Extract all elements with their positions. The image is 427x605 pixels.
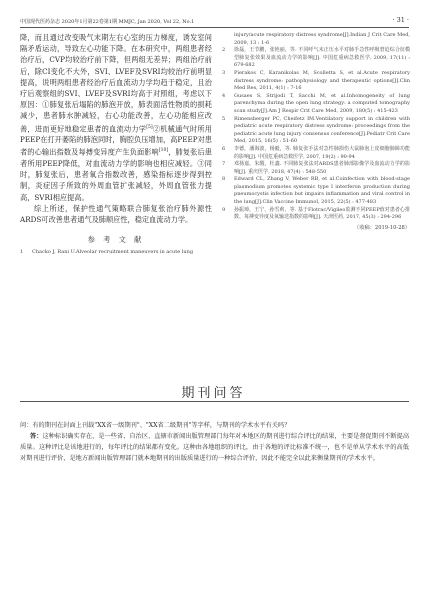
reference-item bbox=[222, 146, 410, 161]
citation-mark: [10] bbox=[158, 148, 169, 154]
page-number: · 31 · bbox=[392, 16, 409, 24]
paragraph-text: ②机械通气时所用PEEP在打开萎陷的肺泡同时，胸腔负压增加，高PEEP对患者的心输出指数及每搏变异度产生负面影响 bbox=[20, 124, 212, 157]
left-column bbox=[20, 32, 212, 257]
reference-item bbox=[222, 161, 410, 176]
reference-number: 3 bbox=[222, 69, 226, 76]
reference-number: 5 bbox=[222, 115, 226, 122]
received-date: （收稿：2019-10-28） bbox=[354, 224, 410, 231]
reference-item bbox=[20, 249, 212, 257]
right-column bbox=[222, 32, 410, 231]
reference-text: Pierakos C, Karanikolas M, Scolletta S, et al.Acute respiratory distress syndrome: pathophysiology and therapeutic options[J].Clin Med Res, 2011, 4(1) : 7-16 bbox=[234, 69, 410, 92]
reference-number: 9 bbox=[222, 206, 226, 213]
journal-header: 中国现代医药杂志 2020年1月第22卷第1期 MMJC, Jan 2020, Vol 22, No.1 bbox=[20, 19, 195, 25]
qa-section-title: 期刊问答 bbox=[181, 386, 246, 401]
reference-item bbox=[222, 32, 410, 47]
reference-number bbox=[222, 32, 234, 47]
citation-mark: [5] bbox=[146, 124, 153, 130]
reference-text: Gusaes S, Strijodi T, Sacchi M, et al.Inhomogeneity of lung parenchyma during the open lung strategy: a computed tomography scan study[J].Am J Respir Crit Care Med, 2009, 180(5) : 415-423 bbox=[234, 92, 410, 114]
reference-item bbox=[222, 207, 410, 222]
reference-list-left bbox=[20, 249, 212, 257]
conclusion-paragraph: 综上所述，保护性通气策略联合肺复张治疗肺外源性ARDS可改善患者通气及肺顺应性，稳定血流动力学。 bbox=[20, 203, 212, 225]
reference-number: 8 bbox=[222, 176, 226, 183]
reference-item bbox=[222, 47, 410, 70]
reference-number: 4 bbox=[222, 92, 226, 99]
discussion-paragraph bbox=[20, 32, 212, 203]
paragraph-text: ，肺复张后患者所用PEEP降低，对血流动力学的影响也相应减轻。③同时，肺复张后，患者氧合指数改善，感染指标逐步得到控制，炎症因子所致的外周血管扩张减轻，外周血管张力提高，SVRI相应提高。 bbox=[20, 147, 212, 202]
qa-answer bbox=[20, 431, 409, 464]
qa-block bbox=[20, 420, 409, 464]
reference-text: 李德，潘海波，杨毅，等. 肺复张手法对急性肺损伤大鼠肺泡上皮细胞肺障功能的影响[J]. 中国危重病急救医学, 2007, 19(2) : 90-94 bbox=[234, 145, 410, 160]
reference-number: 2 bbox=[222, 47, 226, 54]
reference-number: 1 bbox=[20, 249, 24, 256]
reference-text: 邓扬嘉，朱醒，杜鑫. 不同肺复张法对ARDS患者肺部影像学及血流动力学的影响[J]. 重庆医学, 2018, 47(4) : 548-550 bbox=[234, 161, 410, 175]
reference-text: Rimensberger PC, Cheifetz IM.Ventilatory support in children with pediatric acute respiratory distress syndrome: proceedings from the pediatric acute lung injury consensus conference[J].Pediatr Crit Care Med, 2015, 16(5) : 51-60 bbox=[234, 115, 410, 145]
reference-text: Edward CL, Zhang V, Weber RB, et al.Coinfection with blood-stage plasmodium promotes systemic type I interferon production during pneumocystis infection but impairs inflammation and viral control in the lung[J].Clin Vaccine Immunol, 2015, 22(5) : 477-483 bbox=[234, 176, 410, 206]
reference-text: injury/acute respiratory distress syndrome[J].Indian J Crit Care Med, 2009, 13 : 1-6 bbox=[234, 32, 410, 46]
answer-label: 答： bbox=[30, 433, 43, 440]
reference-text: Chacko J, Rani U.Alveolar recruitment maneuvers in acute lung bbox=[32, 249, 194, 256]
answer-text: 这种标识确实存在，是一些省、自治区、直辖市新闻出版管理部门每年对本地区的期刊进行综合评比的结果，主要是督促期刊不断提高质量。这种评比是该地进行的，每年评比的结果都有变化。这种由各地组织的评比，由于各地的评比标准不统一，也不是单从学术水平的高低对期刊进行评价，是地方新闻出版管理部门就本地期刊的出版质量进行的一种综合评价，因此不能完全以此来衡量期刊的学术水平。 bbox=[20, 433, 410, 462]
question-label: 问： bbox=[20, 422, 33, 429]
header-divider bbox=[20, 27, 409, 28]
references-title: 参 考 文 献 bbox=[87, 235, 145, 245]
question-text: 有的期刊在封面上刊载"XX省一级期刊"、"XX省二级期刊"等字样，与期刊的学术水平有关吗？ bbox=[32, 422, 291, 429]
paragraph-text: 降，而且通过改变吸气末期左右心室的压力梯度，诱发室间隔矛盾运动，导致左心功能下降。在本研究中，两组患者经治疗后，CVP均较治疗前下降，但两组无差异；两组治疗前后，除CI变化不大外，SVI、LVEF及SVRI均较治疗前明显提高，说明两组患者经治疗后血流动力学均趋于稳定，且治疗后观察组的SVI、LVEF及SVRI均高于对照组，考虑以下原因：①肺复张后塌陷的肺泡开放，肺表面活性物质的损耗减少，患者肺水肿减轻，右心功能改善，左心功能相应改善，进而更好地稳定患者的血流动力学 bbox=[20, 33, 212, 134]
reference-item bbox=[222, 116, 410, 146]
reference-item bbox=[222, 176, 410, 206]
qa-question bbox=[20, 420, 409, 431]
reference-item bbox=[222, 70, 410, 93]
discussion-text bbox=[20, 32, 212, 225]
reference-text: 孙振璋，王宁，孙雪莉，等. 基于Flotrac/Vigileo监测不同PEEP值对患者心排数、每搏变异度及氧输送指数的影响[J]. 天津医药, 2017, 45(3) : 294-296 bbox=[234, 206, 410, 221]
qa-divider bbox=[20, 401, 409, 402]
reference-number: 7 bbox=[222, 161, 226, 168]
reference-item bbox=[222, 93, 410, 116]
reference-text: 徐磊，王节鹏，张艳丽，等. 不同呼气末正压水平对肺手急性呼吸窘迫综合征模型肺复张效果及血流动力学的影响[J]. 中国危重病急救医学, 2009, 17(11) : 679-682 bbox=[234, 47, 410, 69]
reference-list-right bbox=[222, 32, 410, 222]
reference-number: 6 bbox=[222, 145, 226, 152]
